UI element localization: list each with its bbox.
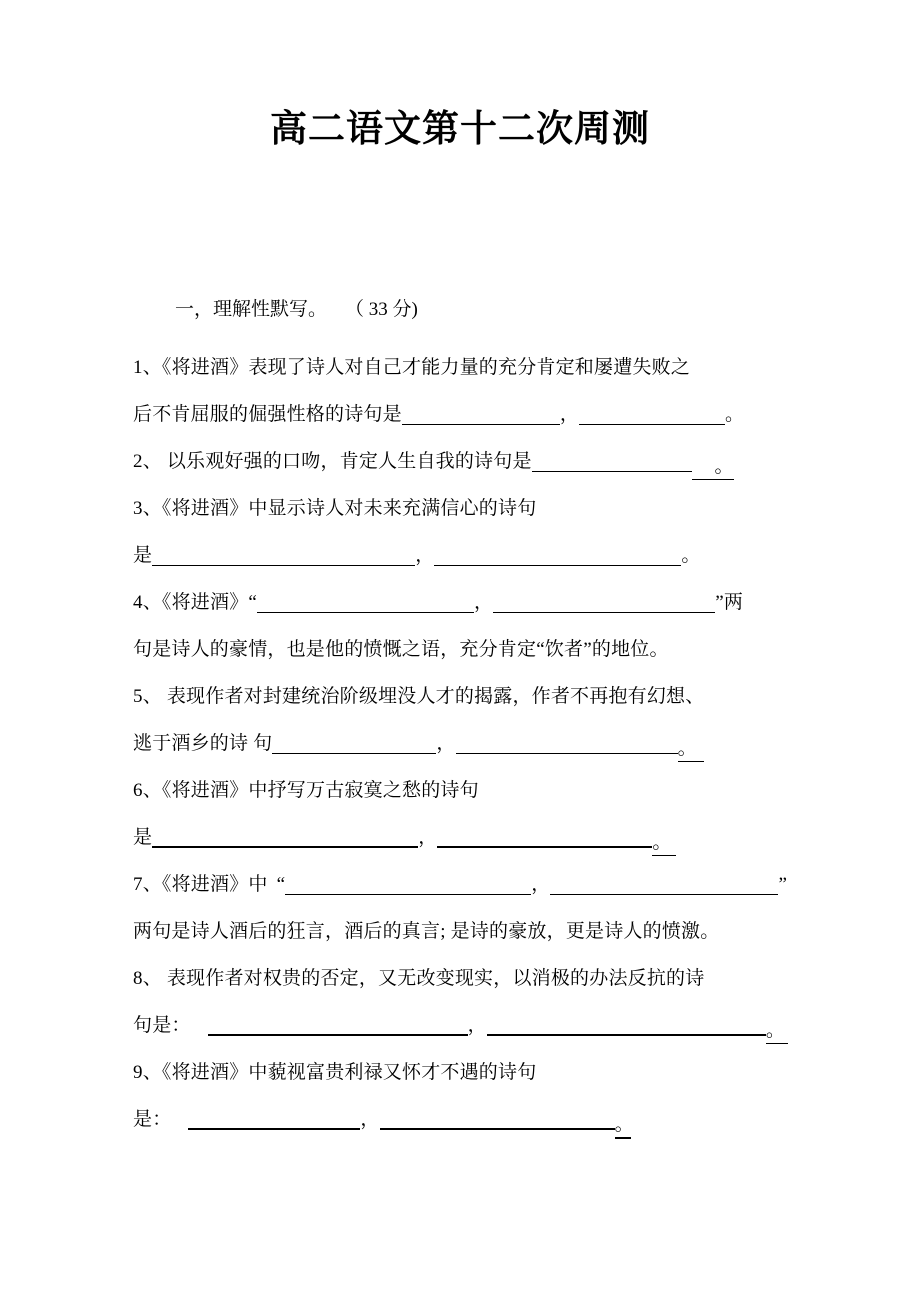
answer-blank[interactable] — [380, 1106, 615, 1130]
question-7-text-line-2: 两句是诗人酒后的狂言，酒后的真言; 是诗的豪放，更是诗人的愤激。 — [133, 921, 720, 942]
question-6-text-line-1: 6、《将进酒》中抒写万古寂寞之愁的诗句 — [133, 780, 479, 801]
question-line — [133, 673, 833, 720]
question-line — [133, 391, 833, 438]
period-mark: 。 — [692, 457, 734, 480]
question-line — [133, 1096, 833, 1143]
answer-blank[interactable] — [456, 731, 678, 754]
close-quote-mark: ” — [715, 592, 724, 613]
section-heading — [133, 295, 833, 325]
answer-blank[interactable] — [188, 1106, 360, 1130]
answer-blank[interactable] — [437, 824, 652, 848]
period-mark: 。 — [678, 739, 704, 762]
open-quote-mark: “ — [248, 592, 258, 613]
page-title: 高二语文第十二次周测 — [270, 109, 650, 150]
comma-separator: ， — [474, 592, 494, 613]
question-4-text-line-2: 句是诗人的豪情，也是他的愤慨之语，充分肯定“饮者”的地位。 — [133, 639, 669, 660]
question-line — [133, 626, 833, 673]
answer-blank[interactable] — [434, 543, 681, 566]
comma-separator: ， — [531, 874, 551, 895]
comma-separator: ， — [436, 733, 456, 754]
question-line — [133, 438, 833, 485]
question-line — [133, 908, 833, 955]
question-line — [133, 579, 833, 626]
answer-blank[interactable] — [257, 590, 474, 613]
question-8-text-line-2: 句是： — [133, 1015, 191, 1036]
answer-blank[interactable] — [152, 543, 415, 566]
question-line — [133, 767, 833, 814]
period-mark: 。 — [652, 833, 676, 856]
comma-separator: ， — [415, 545, 435, 566]
open-quote-mark: “ — [276, 874, 286, 895]
question-line — [133, 344, 833, 391]
question-line — [133, 485, 833, 532]
question-7-prefix: 7、《将进酒》中 — [133, 874, 268, 895]
question-line — [133, 532, 833, 579]
section-heading-label: 一，理解性默写。 — [175, 299, 328, 320]
question-1-text-line-2: 后不肯屈服的倔强性格的诗句是 — [133, 404, 402, 425]
answer-blank[interactable] — [285, 872, 531, 895]
question-5-text-line-1: 5、 表现作者对封建统治阶级埋没人才的揭露，作者不再抱有幻想、 — [133, 686, 705, 707]
answer-blank[interactable] — [532, 449, 692, 472]
question-3-text-line-1: 3、《将进酒》中显示诗人对未来充满信心的诗句 — [133, 498, 537, 519]
question-2-text: 2、 以乐观好强的口吻，肯定人生自我的诗句是 — [133, 451, 532, 472]
question-8-text-line-1: 8、 表现作者对权贵的否定，又无改变现实，以消极的办法反抗的诗 — [133, 968, 705, 989]
question-3-text-line-2: 是 — [133, 545, 153, 566]
question-9-text-line-2: 是： — [133, 1109, 172, 1130]
question-5-text-line-2: 逃于酒乡的诗 句 — [133, 733, 273, 754]
question-list — [133, 344, 833, 1143]
period-mark: 。 — [681, 545, 701, 566]
answer-blank[interactable] — [152, 824, 418, 848]
answer-blank[interactable] — [487, 1012, 766, 1036]
question-9-text-line-1: 9、《将进酒》中藐视富贵利禄又怀才不遇的诗句 — [133, 1062, 537, 1083]
close-quote-mark: ” — [778, 874, 788, 895]
comma-separator: ， — [360, 1109, 380, 1130]
period-mark: 。 — [615, 1115, 631, 1139]
answer-blank[interactable] — [208, 1012, 468, 1036]
period-mark: 。 — [725, 404, 745, 425]
section-heading-points: （ 33 分) — [345, 299, 418, 320]
answer-blank[interactable] — [272, 731, 436, 754]
comma-separator: ， — [467, 1015, 487, 1036]
question-line — [133, 1049, 833, 1096]
answer-blank[interactable] — [402, 402, 560, 425]
period-mark: 。 — [766, 1021, 788, 1044]
comma-separator: ， — [418, 827, 438, 848]
question-4-prefix: 4、《将进酒》 — [133, 592, 249, 613]
question-line — [133, 814, 833, 861]
question-line — [133, 720, 833, 767]
question-line — [133, 861, 833, 908]
answer-blank[interactable] — [579, 402, 725, 425]
comma-separator: ， — [559, 404, 580, 425]
question-1-text-line-1: 1、《将进酒》表现了诗人对自己才能力量的充分肯定和屡遭失败之 — [133, 357, 691, 378]
question-6-text-line-2: 是 — [133, 827, 153, 848]
answer-blank[interactable] — [493, 590, 715, 613]
question-line — [133, 1002, 833, 1049]
answer-blank[interactable] — [550, 872, 778, 895]
question-line — [133, 955, 833, 1002]
question-4-suffix: 两 — [723, 592, 744, 613]
